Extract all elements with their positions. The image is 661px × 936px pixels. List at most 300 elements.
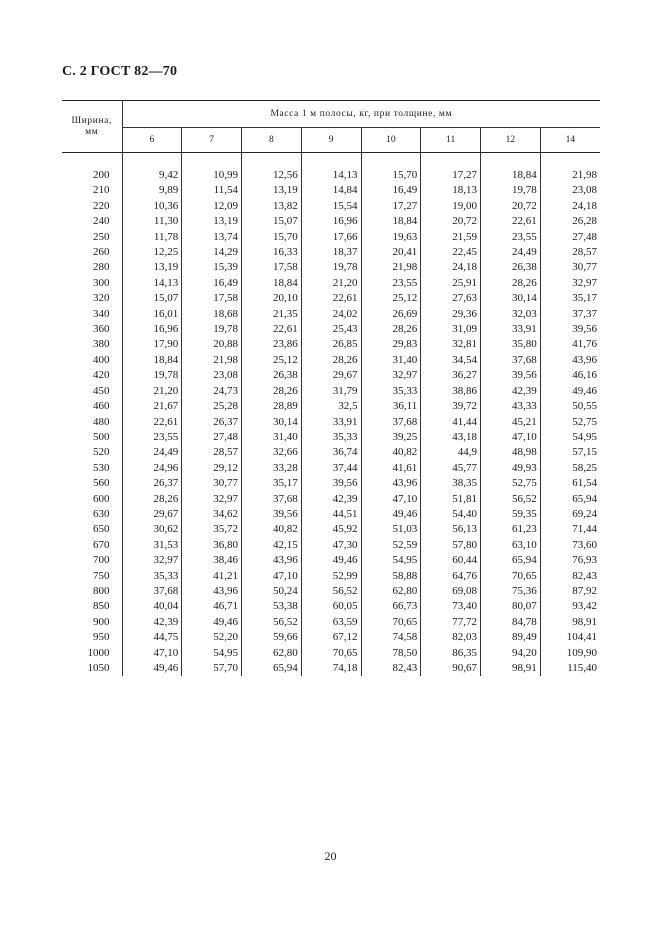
table-row bbox=[62, 415, 600, 430]
mass-cell: 35,33 bbox=[122, 569, 182, 584]
mass-cell: 80,07 bbox=[481, 599, 541, 614]
mass-cell: 29,67 bbox=[301, 368, 361, 383]
mass-cell: 73,40 bbox=[421, 599, 481, 614]
mass-cell: 16,01 bbox=[122, 307, 182, 322]
mass-cell: 61,23 bbox=[481, 522, 541, 537]
mass-cell: 28,26 bbox=[481, 276, 541, 291]
mass-cell: 42,39 bbox=[481, 384, 541, 399]
mass-cell: 19,78 bbox=[122, 368, 182, 383]
mass-cell: 13,19 bbox=[122, 260, 182, 275]
mass-cell: 25,43 bbox=[301, 322, 361, 337]
mass-cell: 42,15 bbox=[242, 538, 302, 553]
mass-cell: 25,91 bbox=[421, 276, 481, 291]
width-cell: 200 bbox=[62, 168, 122, 183]
mass-cell: 38,86 bbox=[421, 384, 481, 399]
mass-cell: 45,77 bbox=[421, 461, 481, 476]
mass-cell: 16,49 bbox=[182, 276, 242, 291]
table-spacer-row bbox=[62, 153, 600, 169]
mass-cell: 23,08 bbox=[572, 184, 598, 197]
mass-cell: 9,89 bbox=[122, 183, 182, 198]
mass-cell: 69,08 bbox=[421, 584, 481, 599]
mass-cell: 52,99 bbox=[301, 569, 361, 584]
mass-cell: 86,35 bbox=[421, 646, 481, 661]
mass-cell: 56,52 bbox=[242, 615, 302, 630]
mass-cell: 39,56 bbox=[572, 323, 598, 336]
mass-cell: 32,97 bbox=[572, 276, 598, 289]
mass-cell: 54,95 bbox=[182, 646, 242, 661]
table-row bbox=[62, 646, 600, 661]
mass-cell: 45,92 bbox=[301, 522, 361, 537]
mass-cell: 63,59 bbox=[301, 615, 361, 630]
mass-cell: 29,83 bbox=[361, 337, 421, 352]
mass-cell: 12,25 bbox=[122, 245, 182, 260]
table-row bbox=[62, 399, 600, 414]
mass-cell: 12,09 bbox=[182, 199, 242, 214]
mass-cell: 26,69 bbox=[361, 307, 421, 322]
width-cell: 560 bbox=[62, 476, 122, 491]
mass-cell: 54,95 bbox=[361, 553, 421, 568]
mass-cell: 60,05 bbox=[301, 599, 361, 614]
table-row bbox=[62, 445, 600, 460]
thickness-header-cell: 7 bbox=[182, 128, 242, 153]
mass-cell: 15,54 bbox=[301, 199, 361, 214]
mass-cell: 57,80 bbox=[421, 538, 481, 553]
mass-cell: 23,55 bbox=[122, 430, 182, 445]
mass-cell: 82,43 bbox=[361, 661, 421, 676]
width-cell: 670 bbox=[62, 538, 122, 553]
mass-cell: 20,72 bbox=[421, 214, 481, 229]
table-row bbox=[62, 584, 600, 599]
mass-cell: 32,81 bbox=[421, 337, 481, 352]
table-row bbox=[62, 461, 600, 476]
mass-cell: 70,65 bbox=[301, 646, 361, 661]
mass-cell: 35,33 bbox=[301, 430, 361, 445]
mass-cell: 18,84 bbox=[481, 168, 541, 183]
table-row bbox=[62, 430, 600, 445]
mass-cell: 46,71 bbox=[182, 599, 242, 614]
mass-cell: 89,49 bbox=[481, 630, 541, 645]
table-row bbox=[62, 384, 600, 399]
width-cell: 530 bbox=[62, 461, 122, 476]
mass-cell: 15,07 bbox=[242, 214, 302, 229]
mass-cell: 26,38 bbox=[481, 260, 541, 275]
mass-cell: 58,25 bbox=[572, 461, 598, 474]
width-column-header bbox=[62, 101, 122, 153]
mass-cell: 35,17 bbox=[572, 292, 598, 305]
mass-cell: 9,42 bbox=[122, 168, 182, 183]
mass-cell: 40,04 bbox=[122, 599, 182, 614]
thickness-header-cell: 10 bbox=[361, 128, 421, 153]
table-row bbox=[62, 522, 600, 537]
mass-cell: 78,50 bbox=[361, 646, 421, 661]
mass-cell: 19,78 bbox=[301, 260, 361, 275]
mass-cell: 76,93 bbox=[572, 554, 598, 567]
width-cell: 450 bbox=[62, 384, 122, 399]
mass-cell: 47,30 bbox=[301, 538, 361, 553]
mass-cell: 28,26 bbox=[301, 353, 361, 368]
width-cell: 280 bbox=[62, 260, 122, 275]
mass-cell: 30,77 bbox=[182, 476, 242, 491]
mass-cell: 49,46 bbox=[182, 615, 242, 630]
mass-cell: 23,55 bbox=[481, 230, 541, 245]
mass-cell: 98,91 bbox=[572, 615, 598, 628]
mass-cell: 69,24 bbox=[572, 507, 598, 520]
mass-cell: 82,43 bbox=[572, 569, 598, 582]
mass-cell: 14,84 bbox=[301, 183, 361, 198]
width-header-line-2: мм bbox=[85, 126, 99, 137]
mass-cell: 50,24 bbox=[242, 584, 302, 599]
table-row bbox=[62, 353, 600, 368]
mass-cell: 13,82 bbox=[242, 199, 302, 214]
mass-cell: 16,96 bbox=[122, 322, 182, 337]
mass-cell: 26,37 bbox=[182, 415, 242, 430]
mass-cell: 18,13 bbox=[421, 183, 481, 198]
mass-cell: 18,68 bbox=[182, 307, 242, 322]
mass-cell: 15,70 bbox=[242, 230, 302, 245]
mass-cell: 43,96 bbox=[182, 584, 242, 599]
table-row bbox=[62, 337, 600, 352]
mass-cell: 57,70 bbox=[182, 661, 242, 676]
width-cell: 220 bbox=[62, 199, 122, 214]
mass-cell: 37,68 bbox=[481, 353, 541, 368]
mass-cell: 35,80 bbox=[481, 337, 541, 352]
thickness-header-cell: 9 bbox=[301, 128, 361, 153]
mass-column-header: Масса 1 м полосы, кг, при толщине, мм bbox=[122, 101, 600, 128]
mass-cell: 43,18 bbox=[421, 430, 481, 445]
mass-cell: 87,92 bbox=[572, 584, 598, 597]
mass-cell: 17,58 bbox=[182, 291, 242, 306]
mass-cell: 24,18 bbox=[421, 260, 481, 275]
mass-cell: 21,98 bbox=[182, 353, 242, 368]
mass-cell: 20,41 bbox=[361, 245, 421, 260]
mass-cell: 17,58 bbox=[242, 260, 302, 275]
mass-cell: 19,63 bbox=[361, 230, 421, 245]
mass-cell: 62,80 bbox=[242, 646, 302, 661]
mass-cell: 21,20 bbox=[301, 276, 361, 291]
mass-cell: 31,40 bbox=[242, 430, 302, 445]
mass-cell: 49,93 bbox=[481, 461, 541, 476]
mass-cell: 33,28 bbox=[242, 461, 302, 476]
mass-cell: 54,40 bbox=[421, 507, 481, 522]
mass-cell: 39,25 bbox=[361, 430, 421, 445]
mass-cell: 27,48 bbox=[572, 230, 598, 243]
mass-cell: 32,97 bbox=[122, 553, 182, 568]
mass-cell: 84,78 bbox=[481, 615, 541, 630]
mass-cell: 36,11 bbox=[361, 399, 421, 414]
width-cell: 460 bbox=[62, 399, 122, 414]
table-row bbox=[62, 661, 600, 676]
mass-cell: 82,03 bbox=[421, 630, 481, 645]
mass-cell: 11,30 bbox=[122, 214, 182, 229]
mass-cell: 62,80 bbox=[361, 584, 421, 599]
mass-cell: 59,35 bbox=[481, 507, 541, 522]
width-cell: 340 bbox=[62, 307, 122, 322]
mass-cell: 21,67 bbox=[122, 399, 182, 414]
mass-cell: 22,61 bbox=[481, 214, 541, 229]
width-cell: 900 bbox=[62, 615, 122, 630]
mass-cell: 115,40 bbox=[567, 662, 598, 674]
table-row bbox=[62, 276, 600, 291]
mass-cell: 44,9 bbox=[421, 445, 481, 460]
width-cell: 360 bbox=[62, 322, 122, 337]
mass-cell: 13,19 bbox=[242, 183, 302, 198]
mass-cell: 42,39 bbox=[122, 615, 182, 630]
table-row bbox=[62, 322, 600, 337]
mass-cell: 59,66 bbox=[242, 630, 302, 645]
mass-cell: 20,88 bbox=[182, 337, 242, 352]
page-number: 20 bbox=[324, 849, 337, 863]
table-row bbox=[62, 615, 600, 630]
mass-cell: 67,12 bbox=[301, 630, 361, 645]
mass-cell: 23,55 bbox=[361, 276, 421, 291]
width-cell: 700 bbox=[62, 553, 122, 568]
mass-cell: 24,96 bbox=[122, 461, 182, 476]
width-cell: 380 bbox=[62, 337, 122, 352]
mass-cell: 93,42 bbox=[572, 600, 598, 613]
thickness-header-row bbox=[62, 128, 600, 153]
mass-cell: 63,10 bbox=[481, 538, 541, 553]
mass-cell: 54,95 bbox=[572, 430, 598, 443]
mass-table-container bbox=[62, 100, 600, 676]
mass-cell: 32,5 bbox=[301, 399, 361, 414]
mass-cell: 90,67 bbox=[421, 661, 481, 676]
width-cell: 480 bbox=[62, 415, 122, 430]
mass-cell: 73,60 bbox=[572, 538, 598, 551]
mass-cell: 17,27 bbox=[421, 168, 481, 183]
width-cell: 240 bbox=[62, 214, 122, 229]
mass-cell: 40,82 bbox=[242, 522, 302, 537]
table-body bbox=[62, 153, 600, 677]
table-row bbox=[62, 168, 600, 183]
table-row bbox=[62, 553, 600, 568]
mass-cell: 19,78 bbox=[182, 322, 242, 337]
mass-cell: 33,91 bbox=[481, 322, 541, 337]
mass-cell: 48,98 bbox=[481, 445, 541, 460]
mass-cell: 26,28 bbox=[572, 215, 598, 228]
mass-cell: 22,61 bbox=[122, 415, 182, 430]
mass-cell: 37,68 bbox=[361, 415, 421, 430]
mass-cell: 28,89 bbox=[242, 399, 302, 414]
mass-cell: 28,57 bbox=[182, 445, 242, 460]
mass-cell: 70,65 bbox=[361, 615, 421, 630]
thickness-header-cell: 12 bbox=[481, 128, 541, 153]
mass-cell: 37,44 bbox=[301, 461, 361, 476]
mass-cell: 19,00 bbox=[421, 199, 481, 214]
mass-cell: 18,84 bbox=[242, 276, 302, 291]
table-row bbox=[62, 507, 600, 522]
mass-cell: 37,68 bbox=[242, 492, 302, 507]
mass-cell: 49,46 bbox=[572, 384, 598, 397]
mass-cell: 46,16 bbox=[572, 369, 598, 382]
mass-cell: 22,45 bbox=[421, 245, 481, 260]
width-cell: 800 bbox=[62, 584, 122, 599]
mass-cell: 77,72 bbox=[421, 615, 481, 630]
mass-cell: 11,54 bbox=[182, 183, 242, 198]
mass-cell: 10,36 bbox=[122, 199, 182, 214]
mass-cell: 39,56 bbox=[481, 368, 541, 383]
mass-cell: 75,36 bbox=[481, 584, 541, 599]
mass-cell: 23,86 bbox=[242, 337, 302, 352]
mass-cell: 57,15 bbox=[572, 446, 598, 459]
mass-cell: 60,44 bbox=[421, 553, 481, 568]
mass-cell: 17,66 bbox=[301, 230, 361, 245]
mass-cell: 18,84 bbox=[361, 214, 421, 229]
mass-cell: 35,17 bbox=[242, 476, 302, 491]
mass-cell: 24,18 bbox=[572, 199, 598, 212]
table-row bbox=[62, 538, 600, 553]
width-cell: 650 bbox=[62, 522, 122, 537]
width-cell: 400 bbox=[62, 353, 122, 368]
thickness-header-cell: 6 bbox=[122, 128, 182, 153]
mass-cell: 44,75 bbox=[122, 630, 182, 645]
mass-cell: 20,72 bbox=[481, 199, 541, 214]
mass-cell: 66,73 bbox=[361, 599, 421, 614]
mass-cell: 39,72 bbox=[421, 399, 481, 414]
width-cell: 300 bbox=[62, 276, 122, 291]
mass-cell: 13,19 bbox=[182, 214, 242, 229]
width-cell: 210 bbox=[62, 183, 122, 198]
mass-cell: 32,03 bbox=[481, 307, 541, 322]
mass-cell: 104,41 bbox=[566, 631, 598, 644]
mass-cell: 41,61 bbox=[361, 461, 421, 476]
mass-cell: 42,39 bbox=[301, 492, 361, 507]
table-row bbox=[62, 230, 600, 245]
width-cell: 850 bbox=[62, 599, 122, 614]
mass-cell: 43,96 bbox=[361, 476, 421, 491]
mass-cell: 31,40 bbox=[361, 353, 421, 368]
mass-table bbox=[62, 101, 600, 676]
mass-cell: 52,20 bbox=[182, 630, 242, 645]
mass-cell: 31,09 bbox=[421, 322, 481, 337]
mass-cell: 18,84 bbox=[122, 353, 182, 368]
width-cell: 320 bbox=[62, 291, 122, 306]
mass-cell: 27,48 bbox=[182, 430, 242, 445]
mass-cell: 58,88 bbox=[361, 569, 421, 584]
mass-cell: 10,99 bbox=[182, 168, 242, 183]
mass-cell: 47,10 bbox=[242, 569, 302, 584]
mass-cell: 29,67 bbox=[122, 507, 182, 522]
mass-cell: 71,44 bbox=[572, 523, 598, 536]
mass-cell: 49,46 bbox=[301, 553, 361, 568]
mass-cell: 15,07 bbox=[122, 291, 182, 306]
mass-cell: 27,63 bbox=[421, 291, 481, 306]
mass-cell: 33,91 bbox=[301, 415, 361, 430]
table-row bbox=[62, 599, 600, 614]
mass-cell: 61,54 bbox=[572, 477, 598, 490]
mass-cell: 53,38 bbox=[242, 599, 302, 614]
mass-cell: 19,78 bbox=[481, 183, 541, 198]
mass-cell: 22,61 bbox=[242, 322, 302, 337]
mass-cell: 70,65 bbox=[481, 569, 541, 584]
mass-cell: 43,96 bbox=[572, 353, 598, 366]
mass-cell: 37,68 bbox=[122, 584, 182, 599]
mass-cell: 16,33 bbox=[242, 245, 302, 260]
mass-cell: 31,53 bbox=[122, 538, 182, 553]
mass-cell: 50,55 bbox=[572, 400, 598, 413]
mass-cell: 29,36 bbox=[421, 307, 481, 322]
table-row bbox=[62, 260, 600, 275]
mass-cell: 65,94 bbox=[242, 661, 302, 676]
mass-cell: 35,33 bbox=[361, 384, 421, 399]
page-header: С. 2 ГОСТ 82—70 bbox=[62, 64, 178, 79]
mass-cell: 51,03 bbox=[361, 522, 421, 537]
mass-cell: 49,46 bbox=[361, 507, 421, 522]
mass-cell: 16,49 bbox=[361, 183, 421, 198]
mass-cell: 31,79 bbox=[301, 384, 361, 399]
mass-cell: 34,62 bbox=[182, 507, 242, 522]
mass-cell: 24,02 bbox=[301, 307, 361, 322]
mass-cell: 32,97 bbox=[182, 492, 242, 507]
width-header-line-1: Ширина, bbox=[71, 115, 112, 126]
thickness-header-cell: 14 bbox=[540, 128, 600, 153]
width-cell: 1000 bbox=[62, 646, 122, 661]
mass-cell: 34,54 bbox=[421, 353, 481, 368]
mass-cell: 32,97 bbox=[361, 368, 421, 383]
mass-cell: 21,98 bbox=[572, 169, 598, 181]
mass-cell: 26,38 bbox=[242, 368, 302, 383]
mass-cell: 18,37 bbox=[301, 245, 361, 260]
mass-cell: 43,96 bbox=[242, 553, 302, 568]
mass-cell: 26,37 bbox=[122, 476, 182, 491]
mass-cell: 25,12 bbox=[361, 291, 421, 306]
mass-cell: 26,85 bbox=[301, 337, 361, 352]
mass-cell: 56,52 bbox=[481, 492, 541, 507]
mass-cell: 17,27 bbox=[361, 199, 421, 214]
mass-cell: 30,77 bbox=[572, 261, 598, 274]
mass-cell: 41,44 bbox=[421, 415, 481, 430]
mass-cell: 16,96 bbox=[301, 214, 361, 229]
table-row bbox=[62, 183, 600, 198]
table-row bbox=[62, 214, 600, 229]
mass-cell: 14,29 bbox=[182, 245, 242, 260]
mass-cell: 47,10 bbox=[481, 430, 541, 445]
mass-cell: 45,21 bbox=[481, 415, 541, 430]
mass-cell: 25,28 bbox=[182, 399, 242, 414]
width-cell: 260 bbox=[62, 245, 122, 260]
thickness-header-cell: 8 bbox=[242, 128, 302, 153]
mass-cell: 65,94 bbox=[572, 492, 598, 505]
mass-cell: 64,76 bbox=[421, 569, 481, 584]
mass-cell: 109,90 bbox=[566, 646, 598, 659]
mass-cell: 39,56 bbox=[301, 476, 361, 491]
mass-cell: 24,49 bbox=[122, 445, 182, 460]
width-cell: 520 bbox=[62, 445, 122, 460]
mass-cell: 36,80 bbox=[182, 538, 242, 553]
mass-cell: 43,33 bbox=[481, 399, 541, 414]
width-cell: 1050 bbox=[62, 661, 122, 676]
mass-cell: 29,12 bbox=[182, 461, 242, 476]
mass-cell: 28,26 bbox=[242, 384, 302, 399]
mass-cell: 37,37 bbox=[572, 307, 598, 320]
mass-cell: 41,21 bbox=[182, 569, 242, 584]
mass-cell: 47,10 bbox=[122, 646, 182, 661]
mass-cell: 24,49 bbox=[481, 245, 541, 260]
mass-cell: 40,82 bbox=[361, 445, 421, 460]
mass-cell: 94,20 bbox=[481, 646, 541, 661]
mass-cell: 39,56 bbox=[242, 507, 302, 522]
mass-cell: 24,73 bbox=[182, 384, 242, 399]
table-row bbox=[62, 199, 600, 214]
mass-cell: 20,10 bbox=[242, 291, 302, 306]
table-row bbox=[62, 569, 600, 584]
mass-cell: 74,58 bbox=[361, 630, 421, 645]
mass-cell: 44,51 bbox=[301, 507, 361, 522]
mass-cell: 52,59 bbox=[361, 538, 421, 553]
mass-cell: 74,18 bbox=[301, 661, 361, 676]
mass-cell: 28,26 bbox=[361, 322, 421, 337]
table-row bbox=[62, 368, 600, 383]
mass-cell: 21,98 bbox=[361, 260, 421, 275]
